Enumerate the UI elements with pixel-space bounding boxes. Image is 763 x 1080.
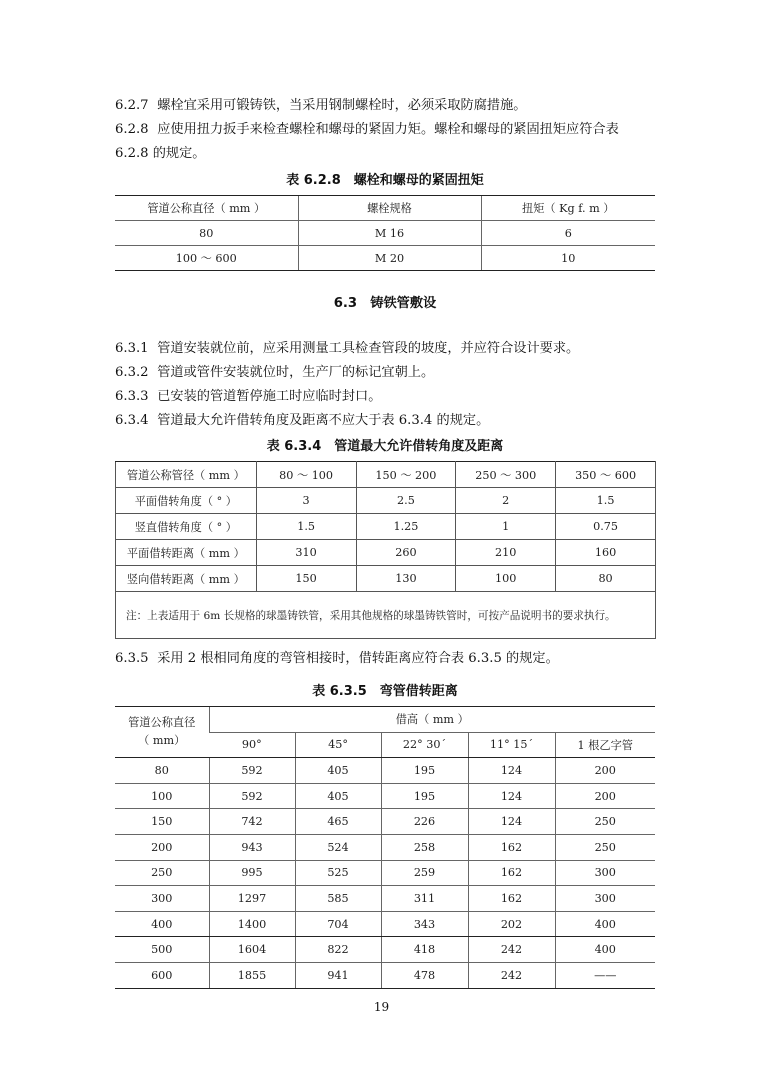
table-header-cell: 350 ～ 600 xyxy=(556,462,656,488)
table-cell: 343 xyxy=(381,911,468,937)
table-cell: 259 xyxy=(381,860,468,886)
table-cell: 10 xyxy=(481,246,655,271)
table-6-3-4 xyxy=(115,461,656,639)
table-header-row xyxy=(116,462,656,488)
table-6-2-8-caption: 表 6.2.8 螺栓和螺母的紧固扭矩 xyxy=(286,173,484,188)
table-header-cell: 管道公称管径（ mm ） xyxy=(116,462,257,488)
table-row xyxy=(115,860,655,886)
clause-number: 6.3.1 xyxy=(115,341,149,356)
header-line: 管道公称直径 xyxy=(128,716,196,730)
table-row xyxy=(115,886,655,912)
table-cell: 竖向借转距离（ mm ） xyxy=(116,566,257,592)
table-cell: 242 xyxy=(468,962,555,988)
table-cell: 525 xyxy=(295,860,381,886)
table-cell: 162 xyxy=(468,860,555,886)
table-cell: 400 xyxy=(115,911,209,937)
table-cell: 100 ～ 600 xyxy=(115,246,298,271)
table-cell: 822 xyxy=(295,937,381,963)
table-cell: 995 xyxy=(209,860,295,886)
table-cell: 300 xyxy=(115,886,209,912)
table-header-cell: 11° 15´ xyxy=(468,732,555,758)
table-cell: 80 xyxy=(115,758,209,784)
table-cell: 300 xyxy=(555,860,655,886)
table-cell: 162 xyxy=(468,886,555,912)
table-cell: 418 xyxy=(381,937,468,963)
table-6-2-8 xyxy=(115,195,655,271)
table-cell: 250 xyxy=(555,809,655,835)
table-cell: 80 xyxy=(115,221,298,246)
clause-number: 6.2.8 xyxy=(115,122,149,137)
table-cell: 210 xyxy=(456,540,556,566)
table-cell: 242 xyxy=(468,937,555,963)
table-cell: 1604 xyxy=(209,937,295,963)
table-cell: 6 xyxy=(481,221,655,246)
table-cell: 1400 xyxy=(209,911,295,937)
table-cell: 150 xyxy=(115,809,209,835)
table-cell: 2.5 xyxy=(356,488,456,514)
table-cell: 平面借转角度（ ° ） xyxy=(116,488,257,514)
paragraph-6-2-7 xyxy=(115,95,655,117)
paragraph-6-3-4 xyxy=(115,410,655,432)
clause-number: 6.2.7 xyxy=(115,98,149,113)
table-header-cell: 螺栓规格 xyxy=(298,196,481,221)
table-cell: 250 xyxy=(555,834,655,860)
table-row xyxy=(116,488,656,514)
paragraph-6-3-3 xyxy=(115,386,655,408)
table-header-cell: 1 根乙字管 xyxy=(555,732,655,758)
table-cell: 0.75 xyxy=(556,514,656,540)
table-cell: 1 xyxy=(456,514,556,540)
clause-text: 螺栓宜采用可锻铸铁，当采用钢制螺栓时，必须采取防腐措施。 xyxy=(157,98,527,113)
clause-text: 管道安装就位前，应采用测量工具检查管段的坡度，并应符合设计要求。 xyxy=(157,341,580,356)
table-row xyxy=(116,540,656,566)
table-header-cell: 22° 30´ xyxy=(381,732,468,758)
table-header-cell: 45° xyxy=(295,732,381,758)
table-cell: 524 xyxy=(295,834,381,860)
table-cell: 250 xyxy=(115,860,209,886)
clause-number: 6.3.2 xyxy=(115,365,149,380)
table-cell: M 20 xyxy=(298,246,481,271)
table-cell: 592 xyxy=(209,758,295,784)
table-6-3-4-caption: 表 6.3.4 管道最大允许借转角度及距离 xyxy=(266,439,504,454)
table-cell: 195 xyxy=(381,783,468,809)
table-header-cell: 90° xyxy=(209,732,295,758)
table-header-cell: 管道公称直径（ mm ） xyxy=(115,196,298,221)
table-cell: 405 xyxy=(295,758,381,784)
table-header-row xyxy=(115,707,655,733)
paragraph-6-2-8-cont xyxy=(115,143,655,165)
clause-text: 采用 2 根相同角度的弯管相接时，借转距离应符合表 6.3.5 的规定。 xyxy=(157,651,559,666)
table-cell: 202 xyxy=(468,911,555,937)
table-cell: 742 xyxy=(209,809,295,835)
table-cell: 124 xyxy=(468,758,555,784)
table-cell: 100 xyxy=(456,566,556,592)
table-cell: 200 xyxy=(555,758,655,784)
table-cell: 80 xyxy=(556,566,656,592)
table-cell: 258 xyxy=(381,834,468,860)
table-header-cell: 250 ～ 300 xyxy=(456,462,556,488)
table-cell: M 16 xyxy=(298,221,481,246)
table-header-cell-diameter xyxy=(115,707,209,758)
paragraph-6-3-5 xyxy=(115,648,655,670)
table-cell: 平面借转距离（ mm ） xyxy=(116,540,257,566)
section-title: 6.3 铸铁管敷设 xyxy=(333,296,437,311)
table-header-cell: 150 ～ 200 xyxy=(356,462,456,488)
table-cell: 585 xyxy=(295,886,381,912)
clause-text: 已安装的管道暂停施工时应临时封口。 xyxy=(157,389,382,404)
clause-number: 6.3.4 xyxy=(115,413,149,428)
table-cell: 311 xyxy=(381,886,468,912)
table-cell: 465 xyxy=(295,809,381,835)
table-cell: 592 xyxy=(209,783,295,809)
table-6-3-5 xyxy=(115,706,655,989)
table-row xyxy=(115,783,655,809)
clause-number: 6.3.5 xyxy=(115,651,149,666)
table-cell: 226 xyxy=(381,809,468,835)
table-row xyxy=(115,246,655,271)
table-note: 注：上表适用于 6m 长规格的球墨铸铁管，采用其他规格的球墨铸铁管时，可按产品说明书的要求执行。 xyxy=(116,592,656,639)
clause-text: 管道最大允许借转角度及距离不应大于表 6.3.4 的规定。 xyxy=(157,413,490,428)
table-cell: 1855 xyxy=(209,962,295,988)
table-cell: 1.5 xyxy=(556,488,656,514)
table-row xyxy=(115,809,655,835)
page-number: 19 xyxy=(373,1000,390,1014)
table-cell: 300 xyxy=(555,886,655,912)
table-row xyxy=(116,566,656,592)
table-cell: —— xyxy=(555,962,655,988)
table-cell: 195 xyxy=(381,758,468,784)
header-line: （ mm） xyxy=(138,734,186,748)
table-cell: 100 xyxy=(115,783,209,809)
table-cell: 1297 xyxy=(209,886,295,912)
table-cell: 600 xyxy=(115,962,209,988)
table-cell: 124 xyxy=(468,809,555,835)
table-row xyxy=(115,834,655,860)
clause-number: 6.3.3 xyxy=(115,389,149,404)
table-row xyxy=(116,514,656,540)
paragraph-6-2-8 xyxy=(115,119,655,141)
table-cell: 130 xyxy=(356,566,456,592)
table-cell: 260 xyxy=(356,540,456,566)
table-cell: 124 xyxy=(468,783,555,809)
table-row xyxy=(115,962,655,988)
table-header-row xyxy=(115,196,655,221)
table-cell: 704 xyxy=(295,911,381,937)
table-row xyxy=(115,221,655,246)
clause-text: 应使用扭力扳手来检查螺栓和螺母的紧固力矩。螺栓和螺母的紧固扭矩应符合表 xyxy=(157,122,619,137)
table-cell: 1.5 xyxy=(256,514,356,540)
table-header-cell: 80 ～ 100 xyxy=(256,462,356,488)
table-cell: 1.25 xyxy=(356,514,456,540)
table-row xyxy=(115,937,655,963)
table-cell: 405 xyxy=(295,783,381,809)
table-cell: 2 xyxy=(456,488,556,514)
table-row xyxy=(115,911,655,937)
table-header-group: 借高（ mm ） xyxy=(209,707,655,733)
clause-text: 6.2.8 的规定。 xyxy=(115,146,206,161)
table-cell: 500 xyxy=(115,937,209,963)
clause-text: 管道或管件安装就位时，生产厂的标记宜朝上。 xyxy=(157,365,435,380)
table-cell: 150 xyxy=(256,566,356,592)
table-cell: 941 xyxy=(295,962,381,988)
table-cell: 400 xyxy=(555,937,655,963)
table-6-3-5-caption: 表 6.3.5 弯管借转距离 xyxy=(312,684,458,699)
table-cell: 200 xyxy=(555,783,655,809)
table-cell: 160 xyxy=(556,540,656,566)
paragraph-6-3-2 xyxy=(115,362,655,384)
table-row xyxy=(115,758,655,784)
table-cell: 3 xyxy=(256,488,356,514)
table-cell: 943 xyxy=(209,834,295,860)
table-cell: 400 xyxy=(555,911,655,937)
table-note-row xyxy=(116,592,656,639)
table-cell: 200 xyxy=(115,834,209,860)
paragraph-6-3-1 xyxy=(115,338,655,360)
table-cell: 478 xyxy=(381,962,468,988)
table-cell: 162 xyxy=(468,834,555,860)
table-header-cell: 扭矩（ Kg f. m ） xyxy=(481,196,655,221)
table-cell: 310 xyxy=(256,540,356,566)
table-cell: 竖直借转角度（ ° ） xyxy=(116,514,257,540)
